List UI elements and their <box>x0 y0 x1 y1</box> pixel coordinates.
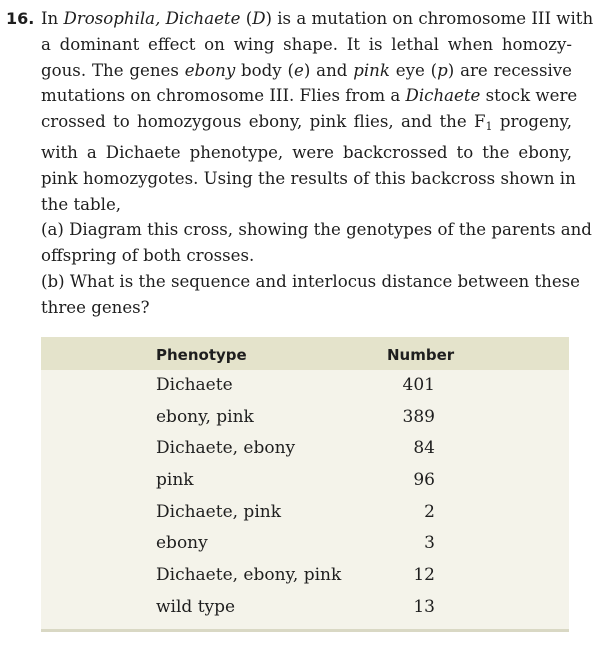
table-row <box>41 497 569 529</box>
phenotype-cell: Dichaete <box>156 375 233 395</box>
number-cell: 2 <box>424 501 435 522</box>
phenotype-cell: Dichaete, ebony <box>156 438 296 459</box>
problem-line: gous. The genes ebony body (e) and pink eye (p) are recessive <box>41 60 572 80</box>
phenotype-cell: ebony <box>156 533 208 554</box>
phenotype-cell: pink <box>156 470 194 491</box>
number-cell: 3 <box>424 533 435 554</box>
part-b-line: three genes? <box>41 297 150 317</box>
problem-line: a dominant effect on wing shape. It is lethal when homozy- <box>41 34 572 54</box>
problem-line: 16. In Drosophila, Dichaete (D) is a mutation on chromosome III with <box>6 6 572 32</box>
problem-statement <box>6 6 594 217</box>
results-table <box>41 337 569 632</box>
phenotype-cell: wild type <box>156 596 236 617</box>
header-number: Number <box>387 346 455 364</box>
problem-line: mutations on chromosome III. Flies from a Dichaete stock were <box>41 86 578 106</box>
number-cell: 96 <box>413 470 435 491</box>
phenotype-cell: ebony, pink <box>156 406 254 427</box>
phenotype-cell: Dichaete, pink <box>156 501 282 522</box>
phenotype-cell: Dichaete, ebony, pink <box>156 565 342 586</box>
table-row <box>41 402 569 434</box>
problem-line: the table, <box>41 194 122 214</box>
table-row <box>41 370 569 402</box>
number-cell: 401 <box>402 375 435 395</box>
header-phenotype: Phenotype <box>156 346 247 364</box>
number-cell: 12 <box>413 565 435 586</box>
problem-line: with a Dichaete phenotype, were backcrossed to the ebony, <box>41 142 572 162</box>
table-row <box>41 433 569 465</box>
problem-number: 16. <box>6 9 35 28</box>
table-row <box>41 560 569 592</box>
question-part-b <box>6 269 580 321</box>
problem-line: crossed to homozygous ebony, pink flies, and the $F_1$ progeny, <box>41 112 572 134</box>
table-header <box>41 337 569 370</box>
number-cell: 389 <box>402 406 435 427</box>
number-cell: 84 <box>413 438 435 459</box>
question-part-a <box>6 217 592 269</box>
table-row <box>41 528 569 560</box>
table-row <box>41 592 569 624</box>
table-body <box>41 370 569 624</box>
table-row <box>41 465 569 497</box>
part-a-line: (a) Diagram this cross, showing the genotypes of the parents and <box>41 220 592 240</box>
problem-line: pink homozygotes. Using the results of this backcross shown in <box>41 168 576 188</box>
part-b-line: (b) What is the sequence and interlocus distance between these <box>41 271 580 291</box>
part-a-line: offspring of both crosses. <box>41 246 255 266</box>
problem-text <box>6 6 594 321</box>
number-cell: 13 <box>413 596 435 617</box>
